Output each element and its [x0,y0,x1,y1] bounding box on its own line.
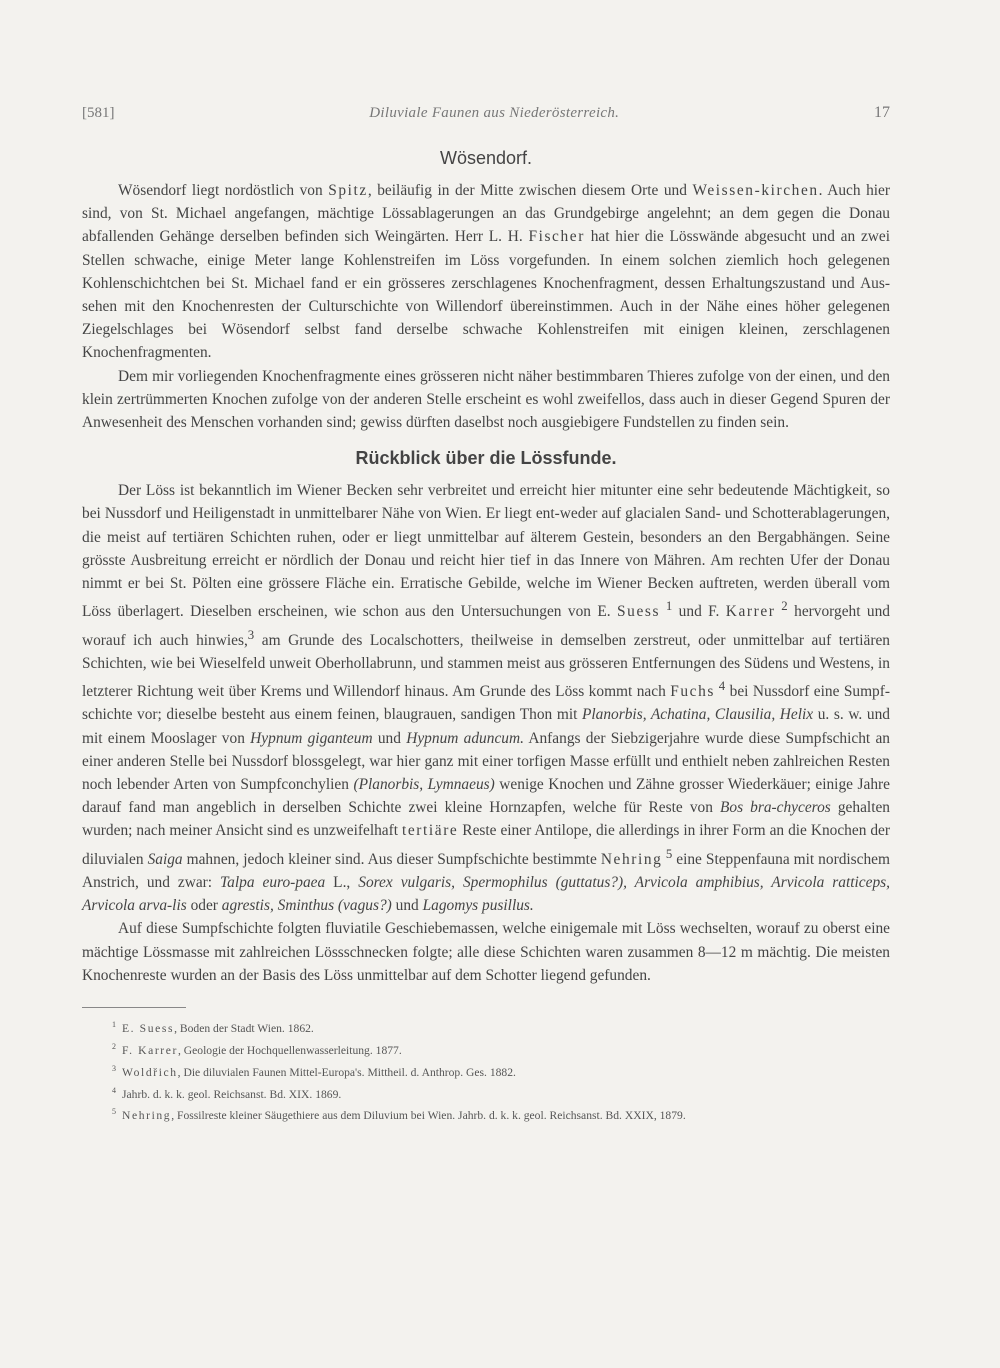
paragraph: Dem mir vorliegenden Knochenfragmente eines grösseren nicht näher bestimmbaren Thieres zufolge von der einen, und den klein zertrümmerten Knochen zufolge von der anderen Stelle erscheint es wohl zweifellos, dass auch in dieser Gegend Spuren der Anwesenheit des Menschen vorhanden sind; gewiss dürften daselbst noch ausgiebigere Fundstellen zu finden sein. [82,367,890,432]
section-title-rueckblick: Rückblick über die Lössfunde. [355,448,617,469]
footnote: $^3$ Woldřich, Die diluvialen Faunen Mittel-Europa's. Mittheil. d. Anthrop. Ges. 1882. [112,1063,516,1079]
footnote: $^2$ F. Karrer, Geologie der Hochquellenwasserleitung. 1877. [112,1041,402,1057]
footnote: $^4$ Jahrb. d. k. k. geol. Reichsanst. Bd. XIX. 1869. [112,1085,342,1101]
footnote: $^1$ E. Suess, Boden der Stadt Wien. 1862. [112,1020,314,1035]
running-head [82,104,890,132]
section-title-woesendorf: Wösendorf. [439,148,533,168]
page [82,104,890,1125]
footnote: $^5$ Nehring, Fossilreste kleiner Säugethiere aus dem Diluvium bei Wien. Jahrb. d. k. k. geol. Reichsanst. Bd. XXIX, 1879. [112,1107,686,1123]
paragraph: Auf diese Sumpfschichte folgten fluviatile Geschiebemassen, welche einigemale mit Löss wechselten, worauf zu oberst eine mächtige Lössmasse mit zahlreichen Lössschnecken folgte; alle diese Schichten waren zusammen 8—12 m mächtig. Die meisten Knochenreste wurden an der Basis des Löss unmittelbar auf dem Schotter liegend gefunden. [82,920,890,984]
page-number: 17 [874,104,890,121]
footnote-divider [82,1007,186,1008]
paragraph: Wösendorf liegt nordöstlich von Spitz, beiläufig in der Mitte zwischen diesem Orte und Weissen-kirchen. Auch hier sind, von St. Michael angefangen, mächtige Lössablagerungen an das Grundgebirge angelehnt; an dem gegen die Donau abfallenden Gehänge derselben befinden sich Weingärten. Herr L. H. Fischer hat hier die Lösswände abgesucht und an zwei Stellen schwache, einige Meter lange Kohlenstreifen im Löss vorgefunden. In einem solchen ziemlich hoch gelegenen Kohlenschichtchen bei St. Michael fand er ein grösseres zerschlagenes Knochenfragment, dessen Erhaltungszustand und Aus-sehen mit den Knochenresten der Culturschichte von Willendorf übereinstimmen. Auch in der Nähe eines höher gelegenen Ziegelschlages bei Wösendorf selbst fand derselbe schwache Kohlenstreifen mit einigen kleinen, zerschlagenen Knochenfragmenten. [82,182,891,362]
running-title: Diluviale Faunen aus Niederösterreich. [369,105,620,121]
footnotes [82,1016,890,1125]
page-bracket-number: [581] [82,105,115,121]
paragraph: Der Löss ist bekanntlich im Wiener Becken sehr verbreitet und erreicht hier mitunter eine sehr bedeutende Mächtigkeit, so bei Nussdorf und Heiligenstadt in unmittelbarer Nähe von Wien. Er liegt ent-weder auf glacialen Sand- und Schotterablagerungen, die meist auf tertiären Schichten ruhen, oder er liegt unmittelbar auf älterem Gestein, besonders an den Bergabhängen. Seine grösste Ausbreitung erreicht er nördlich der Donau und reicht hier tief in das Innere von Mähren. Am rechten Ufer der Donau nimmt er bei St. Pölten eine grössere Fläche ein. Erratische Gebilde, welche im Wiener Becken auftreten, werden überall vom Löss überlagert. Dieselben erscheinen, wie schon aus den Untersuchungen von E. Suess $^1$ und F. Karrer $^2$ hervorgeht und worauf ich auch hinwies,$^3$ am Grunde des Localschotters, theilweise in demselben zerstreut, oder unmittelbar auf tertiären Schichten, wie bei Wieselfeld unweit Oberhollabrunn, und stammen meist aus grösseren Entfernungen des Südens und Westens, in letzterer Richtung weit über Krems und Willendorf hinaus. Am Grunde des Löss kommt nach Fuchs $^4$ bei Nussdorf eine Sumpf-schichte vor; dieselbe besteht aus einem feinen, blaugrauen, sandigen Thon mit Planorbis, Achatina, Clausilia, Helix u. s. w. und mit einem Mooslager von Hypnum giganteum und Hypnum aduncum. Anfangs der Siebzigerjahre wurde diese Sumpfschicht an einer anderen Stelle bei Nussdorf blossgelegt, war hier ganz mit einer torfigen Masse erfüllt und enthielt neben zahlreichen Resten noch lebender Arten von Sumpfconchylien (Planorbis, Lymnaeus) wenige Knochen und Zähne grosser Wiederkäuer; einige Jahre darauf fand man angeblich in derselben Schichte zwei kleine Hornzapfen, welche für Reste von Bos bra-chyceros gehalten wurden; nach meiner Ansicht sind es unzweifelhaft tertiäre Reste einer Antilope, die allerdings in ihrer Form an die Knochen der diluvialen Saiga mahnen, jedoch kleiner sind. Aus dieser Sumpfschichte bestimmte Nehring $^5$ eine Steppenfauna mit nordischem Anstrich, und zwar: Talpa euro-paea L., Sorex vulgaris, Spermophilus (guttatus?), Arvicola amphibius, Arvicola ratticeps, Arvicola arva-lis oder agrestis, Sminthus (vagus?) und Lagomys pusillus. [82,482,891,915]
